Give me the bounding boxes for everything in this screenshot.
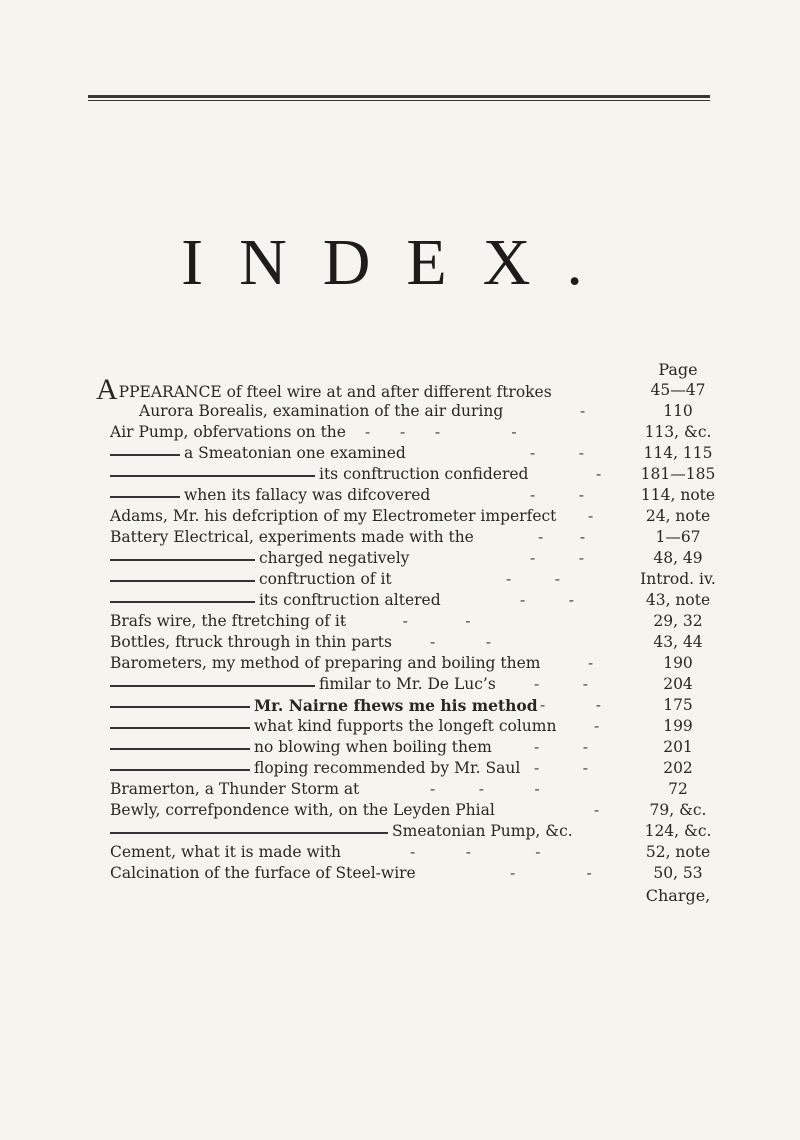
ditto-dash xyxy=(110,559,255,561)
entry-page: 114, note xyxy=(640,486,716,504)
index-entry xyxy=(110,842,750,863)
catchword: Charge, xyxy=(645,886,711,905)
index-entry xyxy=(110,779,750,800)
entry-text: Bewly, correfpondence with, on the Leyden Phial xyxy=(110,801,495,819)
entry-page: 175 xyxy=(663,696,693,714)
entry-text: Smeatonian Pump, &c. xyxy=(392,822,573,840)
index-entry xyxy=(96,373,750,406)
entry-text: a Smeatonian one examined xyxy=(184,444,406,462)
index-entry xyxy=(110,569,750,590)
top-rule-thick xyxy=(88,95,710,98)
index-entry xyxy=(110,758,750,779)
entry-page: 202 xyxy=(663,759,693,777)
leader-dots: - - xyxy=(530,486,587,504)
leader-dots: - xyxy=(596,465,604,483)
leader-dots: - - - xyxy=(430,780,542,798)
index-entry xyxy=(110,737,750,758)
entry-page: 199 xyxy=(663,717,693,735)
entry-page: Introd. iv. xyxy=(640,570,716,588)
entry-text: Battery Electrical, experiments made with the xyxy=(110,528,474,546)
entry-page: 29, 32 xyxy=(653,612,703,630)
entry-page: 50, 53 xyxy=(653,864,703,882)
entry-text: Adams, Mr. his defcription of my Electrometer imperfect xyxy=(110,507,557,525)
leader-dots: - - xyxy=(530,549,587,567)
entry-page: 43, 44 xyxy=(653,633,703,651)
ditto-dash xyxy=(110,601,255,603)
entry-text: Calcination of the furface of Steel-wire xyxy=(110,864,416,882)
entry-page: 110 xyxy=(663,402,693,420)
entry-page: 124, &c. xyxy=(644,822,712,840)
index-entry xyxy=(110,548,750,569)
index-entry xyxy=(110,527,750,548)
entry-page: 190 xyxy=(663,654,693,672)
leader-dots: - - - xyxy=(410,843,543,861)
entry-page: 114, 115 xyxy=(643,444,713,462)
index-entry xyxy=(110,506,750,527)
ditto-dash xyxy=(110,706,250,708)
index-entry xyxy=(110,716,750,737)
entry-text: what kind fupports the longeft column xyxy=(254,717,557,735)
index-entry xyxy=(110,653,750,674)
leader-dots: - - xyxy=(430,633,493,651)
leader-dots: - - xyxy=(530,444,587,462)
entry-text: its conftruction altered xyxy=(259,591,441,609)
entry-text: Bottles, ftruck through in thin parts xyxy=(110,633,392,651)
leader-dots: - - xyxy=(520,591,577,609)
entry-page: 113, &c. xyxy=(644,423,712,441)
index-entry xyxy=(110,485,750,506)
entry-page: 72 xyxy=(668,780,688,798)
entry-text: floping recommended by Mr. Saul xyxy=(254,759,521,777)
leader-dots: - - - xyxy=(340,612,473,630)
leader-dots: - - - - xyxy=(365,423,519,441)
ditto-dash xyxy=(110,727,250,729)
leader-dots: - - xyxy=(534,738,591,756)
leader-dots: - - xyxy=(534,759,591,777)
leader-dots: - xyxy=(594,717,602,735)
ditto-dash xyxy=(110,454,180,456)
page-column-header: Page xyxy=(658,360,698,379)
entry-text: Bramerton, a Thunder Storm at xyxy=(110,780,360,798)
page-title: INDEX. xyxy=(181,226,619,299)
entry-page: 181—185 xyxy=(640,465,716,483)
drop-cap: A xyxy=(96,373,118,406)
entry-text: Barometers, my method of preparing and boiling them xyxy=(110,654,541,672)
entry-page: 24, note xyxy=(645,507,711,525)
entry-text: Air Pump, obfervations on the xyxy=(110,423,346,441)
entry-text: PPEARANCE of fteel wire at and after different ftrokes xyxy=(118,383,552,401)
entry-text: when its fallacy was difcovered xyxy=(184,486,431,504)
leader-dots: - xyxy=(588,654,596,672)
ditto-dash xyxy=(110,496,180,498)
entry-text: Brafs wire, the ftretching of it xyxy=(110,612,347,630)
index-entry xyxy=(110,632,750,653)
ditto-dash xyxy=(110,769,250,771)
ditto-dash xyxy=(110,580,255,582)
entry-text: conftruction of it xyxy=(259,570,392,588)
entry-page: 45—47 xyxy=(650,381,706,399)
entry-page: 43, note xyxy=(645,591,711,609)
entry-text: Cement, what it is made with xyxy=(110,843,341,861)
entry-page: 52, note xyxy=(645,843,711,861)
ditto-dash xyxy=(110,475,315,477)
entry-page: 79, &c. xyxy=(649,801,707,819)
entry-text: no blowing when boiling them xyxy=(254,738,492,756)
entry-text: Mr. Nairne fhews me his method xyxy=(254,696,538,715)
index-entry xyxy=(110,821,750,842)
leader-dots: - xyxy=(594,801,602,819)
entry-text: Aurora Borealis, examination of the air during xyxy=(139,402,504,420)
entry-page: 204 xyxy=(663,675,693,693)
entry-text: fimilar to Mr. De Luc’s xyxy=(319,675,496,693)
entry-page: 1—67 xyxy=(655,528,701,546)
leader-dots: - - xyxy=(540,696,603,714)
index-entry xyxy=(110,695,750,716)
ditto-dash xyxy=(110,832,388,834)
index-entry xyxy=(110,590,750,611)
leader-dots: - - xyxy=(538,528,588,546)
index-entry xyxy=(110,443,750,464)
leader-dots: - xyxy=(580,402,588,420)
entry-text: charged negatively xyxy=(259,549,410,567)
index-entry xyxy=(110,464,750,485)
leader-dots: - - xyxy=(506,570,563,588)
leader-dots: - - xyxy=(534,675,591,693)
leader-dots: - - xyxy=(510,864,594,882)
ditto-dash xyxy=(110,685,315,687)
entry-page: 201 xyxy=(663,738,693,756)
index-entry xyxy=(110,422,750,443)
entry-text: its conftruction confidered xyxy=(319,465,529,483)
index-entry xyxy=(110,611,750,632)
top-rule-thin xyxy=(88,100,710,101)
index-entry xyxy=(110,674,750,695)
index-entry xyxy=(110,401,750,422)
ditto-dash xyxy=(110,748,250,750)
index-entry xyxy=(110,863,750,884)
entry-page: 48, 49 xyxy=(653,549,703,567)
index-entry xyxy=(110,800,750,821)
leader-dots: - xyxy=(588,507,596,525)
